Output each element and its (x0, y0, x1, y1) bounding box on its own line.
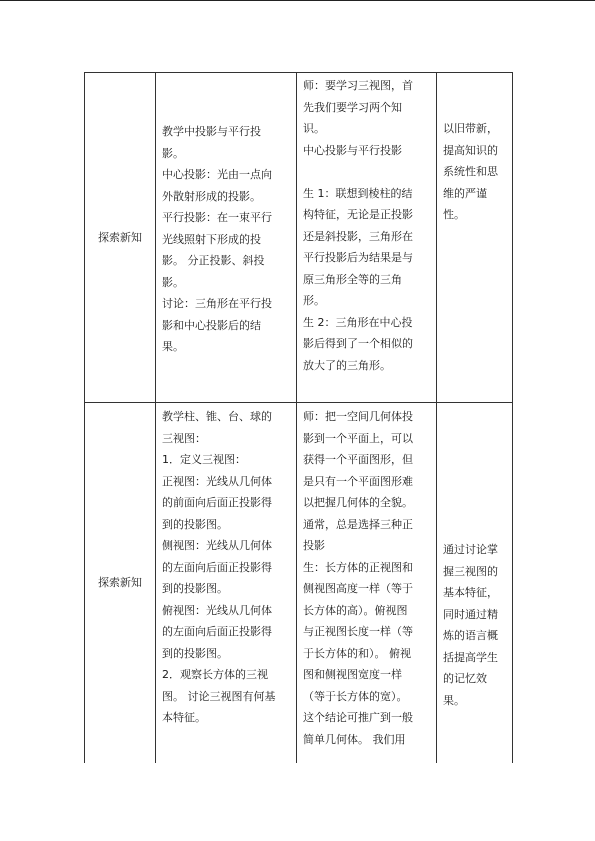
text-line: 俯视图：光线从几何体 (162, 603, 272, 617)
text-line: 1．定义三视图： (162, 453, 246, 466)
content-text (156, 73, 296, 358)
intent-text (437, 73, 512, 226)
text-line: 生 1：联想到棱柱的结 (303, 186, 413, 200)
text-line: 先我们要学习两个知 (303, 100, 402, 114)
stage-label: 探索新知 (98, 576, 142, 589)
text-line: 系统性和思 (443, 165, 498, 178)
text-line: 到的投影图。 (162, 646, 228, 660)
text-line: 通常，总是选择三种正 (303, 517, 413, 531)
text-line: 性。 (443, 208, 465, 221)
text-line: 的左面向后面正投影得 (162, 560, 272, 574)
intent-text (437, 403, 512, 711)
text-line: 影后得到了一个相似的 (303, 337, 413, 350)
text-line: 提高知识的 (443, 143, 498, 157)
text-line: 通过讨论掌 (443, 543, 498, 556)
text-line: 简单几何体。 我们用 (303, 732, 406, 746)
text-line: 生：长方体的正视图和 (303, 560, 413, 574)
text-line: 果。 (162, 340, 184, 353)
text-line: 的记忆效 (443, 672, 487, 685)
text-line: 正视图：光线从几何体 (162, 474, 272, 488)
text-line: 的前面向后面正投影得 (162, 496, 272, 509)
text-line: 教学柱、锥、台、球的 (162, 410, 272, 423)
text-line: 握三视图的 (443, 564, 498, 578)
stage-label: 探索新知 (98, 230, 142, 244)
text-line: 形。 (303, 294, 325, 307)
text-line: 放大了的三角形。 (303, 358, 391, 372)
text-line: 与正视图长度一样（等 (303, 625, 413, 638)
text-line: 获得一个平面图形，但 (303, 453, 413, 466)
activity-cell (297, 403, 437, 763)
text-line: 师：要学习三视图，首 (303, 79, 413, 92)
text-line: 影和中心投影后的结 (162, 318, 261, 332)
text-line: 影到一个平面上，可以 (303, 431, 413, 445)
text-line: 炼的语言概 (443, 629, 498, 642)
text-line: 以把握几何体的全貌。 (303, 496, 413, 509)
text-line: 果。 (443, 693, 465, 707)
text-line: 侧视图：光线从几何体 (162, 539, 272, 552)
lesson-plan-table (84, 72, 513, 763)
text-line: 中心投影：光由一点向 (162, 168, 272, 181)
text-line: 图和侧视图宽度一样 (303, 668, 402, 681)
content-text (156, 403, 296, 729)
text-line: 本特征。 (162, 711, 206, 724)
text-line: 侧视图高度一样（等于 (303, 582, 413, 595)
activity-text (297, 73, 436, 376)
text-line: 到的投影图。 (162, 582, 228, 595)
text-line: 影。 (162, 275, 184, 289)
text-line: 中心投影与平行投影 (303, 143, 402, 157)
text-line: 于长方体的和）。 俯视 (303, 646, 411, 660)
text-line: 是只有一个平面图形难 (303, 474, 413, 488)
text-line: （等于长方体的宽）。 (303, 689, 408, 703)
text-line: 维的严谨 (443, 186, 487, 200)
text-line: 同时通过精 (443, 607, 498, 621)
text-line: 平行投影后为结果是与 (303, 251, 413, 264)
stage-cell (85, 73, 156, 403)
text-line: 长方体的高）。俯视图 (303, 603, 408, 617)
text-line: 教学中投影与平行投 (162, 125, 261, 138)
text-line: 这个结论可推广到一般 (303, 711, 413, 724)
text-line: 以旧带新， (443, 122, 498, 135)
content-cell (156, 403, 297, 763)
text-line: 三视图： (162, 431, 206, 445)
text-line: 识。 (303, 122, 325, 135)
text-line: 生 2：三角形在中心投 (303, 315, 413, 329)
text-line: 师：把一空间几何体投 (303, 410, 413, 423)
text-line: 影。 (162, 146, 184, 160)
text-line: 的左面向后面正投影得 (162, 625, 272, 638)
table-row (85, 73, 513, 403)
intent-cell (437, 403, 513, 763)
activity-cell (297, 73, 437, 403)
table-row (85, 403, 513, 763)
content-cell (156, 73, 297, 403)
stage-cell (85, 403, 156, 763)
text-line: 图。 讨论三视图有何基 (162, 689, 276, 703)
text-line: 2．观察长方体的三视 (162, 668, 268, 681)
text-line: 基本特征， (443, 586, 498, 599)
text-line: 到的投影图。 (162, 517, 228, 531)
text-line: 光线照射下形成的投 (162, 232, 261, 246)
text-line: 影。 分正投影、斜投 (162, 254, 265, 267)
text-line: 原三角形全等的三角 (303, 272, 402, 286)
text-line (303, 161, 432, 183)
text-line: 外散射形成的投影。 (162, 189, 261, 203)
top-rule (0, 0, 595, 1)
text-line: 构特征，无论是正投影 (303, 208, 413, 221)
text-line: 还是斜投影，三角形在 (303, 229, 413, 243)
text-line: 讨论：三角形在平行投 (162, 297, 272, 310)
text-line: 平行投影：在一束平行 (162, 211, 272, 224)
intent-cell (437, 73, 513, 403)
activity-text (297, 403, 436, 750)
text-line: 括提高学生 (443, 650, 498, 664)
text-line: 投影 (303, 539, 325, 552)
